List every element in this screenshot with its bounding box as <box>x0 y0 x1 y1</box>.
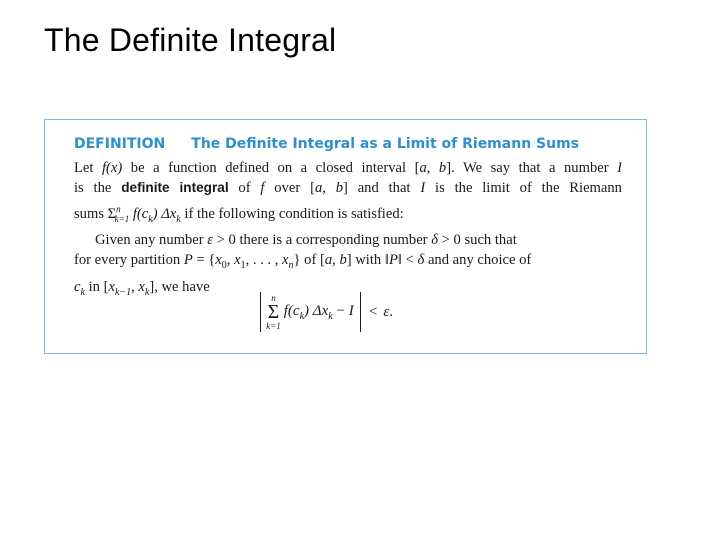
math-P: P <box>183 252 193 269</box>
text-segment: , <box>226 252 235 269</box>
text-segment: ] and that <box>343 180 421 197</box>
definition-line-5 <box>74 250 622 276</box>
math-sub-k: k <box>328 310 333 322</box>
math-dx: ) Δx <box>304 302 329 319</box>
math-delta: δ <box>431 231 438 248</box>
minus-sign: − <box>332 302 349 319</box>
text-segment: ]. We say that a number <box>446 160 618 176</box>
sigma-symbol: Σ <box>267 300 280 323</box>
abs-bar-right <box>360 292 361 332</box>
math-sub-k: k <box>299 310 305 322</box>
math-I: I <box>617 160 622 176</box>
math-I: I <box>348 302 354 319</box>
math-sub: k−1 <box>114 286 132 298</box>
math-sub: 0 <box>221 260 227 272</box>
sigma-upper: n <box>271 292 276 303</box>
sum-lower: k=1 <box>114 213 130 224</box>
text-segment: sums <box>74 205 108 222</box>
definition-header <box>74 136 579 152</box>
math-sub-k: k <box>148 213 153 225</box>
text-segment: for every partition <box>74 252 184 269</box>
math-ab: a, b <box>419 160 447 176</box>
text-segment: = { <box>192 252 216 269</box>
math-f: f <box>260 180 265 197</box>
definition-line-3 <box>74 199 622 230</box>
text-segment: if the following condition is satisfied: <box>180 205 404 222</box>
math-c: c <box>74 278 81 295</box>
math-sub-k: k <box>176 213 181 225</box>
text-segment: in [ <box>84 278 109 295</box>
math-x: x <box>215 252 222 269</box>
math-P: P <box>388 252 398 269</box>
text-segment: } of [ <box>293 252 325 269</box>
math-x: x <box>138 278 145 295</box>
math-fx: f(x) <box>101 160 123 176</box>
definition-heading: The Definite Integral as a Limit of Riemann Sums <box>191 136 579 152</box>
text-segment: over [ <box>264 180 315 197</box>
math-x: x <box>108 278 115 295</box>
text-segment: ], we have <box>149 278 210 295</box>
math-sub: n <box>288 260 294 272</box>
math-delta: δ <box>417 252 425 269</box>
math-epsilon: ε <box>207 231 214 248</box>
sum-upper: n <box>116 203 121 214</box>
math-sub-k: k <box>80 286 85 298</box>
sigma-block <box>266 294 281 331</box>
riemann-sum-formula <box>260 292 393 332</box>
text-segment: Given any number <box>95 231 208 248</box>
text-segment: ] with ‖ <box>346 252 389 269</box>
math-ab: a, b <box>324 252 347 269</box>
definition-box <box>44 119 647 354</box>
text-segment: > 0 such that <box>438 231 517 248</box>
text-segment: ‖ < <box>397 252 418 269</box>
text-segment: of <box>228 180 261 197</box>
math-sub: 1 <box>240 260 246 272</box>
text-segment: > 0 there is a corresponding number <box>213 231 432 248</box>
definite-integral-term: definite integral <box>121 180 229 196</box>
text-segment: is the <box>74 180 122 197</box>
math-ab: a, b <box>314 180 344 197</box>
less-than-sign: < <box>368 303 378 320</box>
math-dx: ) Δx <box>152 205 177 222</box>
definition-line-4 <box>74 230 622 250</box>
abs-bar-left <box>260 292 261 332</box>
math-epsilon: ε <box>383 303 390 320</box>
math-fc: f(c <box>129 205 149 222</box>
math-sub: k <box>144 286 150 298</box>
math-I: I <box>420 180 426 197</box>
sigma-lower: k=1 <box>266 320 281 331</box>
text-segment: be a function defined on a closed interval [ <box>122 160 420 176</box>
text-segment: Let <box>74 160 102 176</box>
math-fc: f(c <box>283 302 300 319</box>
definition-line-2 <box>74 178 622 198</box>
math-x: x <box>234 252 241 269</box>
math-x: x <box>282 252 289 269</box>
definition-body <box>74 158 622 303</box>
definition-line-1 <box>74 158 622 178</box>
sum-symbol: Σ <box>107 205 117 222</box>
formula-body <box>284 303 360 322</box>
text-segment: , . . . , <box>245 252 283 269</box>
text-segment: , <box>131 278 139 295</box>
period: . <box>389 303 394 320</box>
text-segment: and any choice of <box>424 252 532 269</box>
slide-title: The Definite Integral <box>44 22 337 58</box>
definition-keyword: DEFINITION <box>74 136 166 152</box>
text-segment: is the limit of the Riemann <box>425 180 622 197</box>
